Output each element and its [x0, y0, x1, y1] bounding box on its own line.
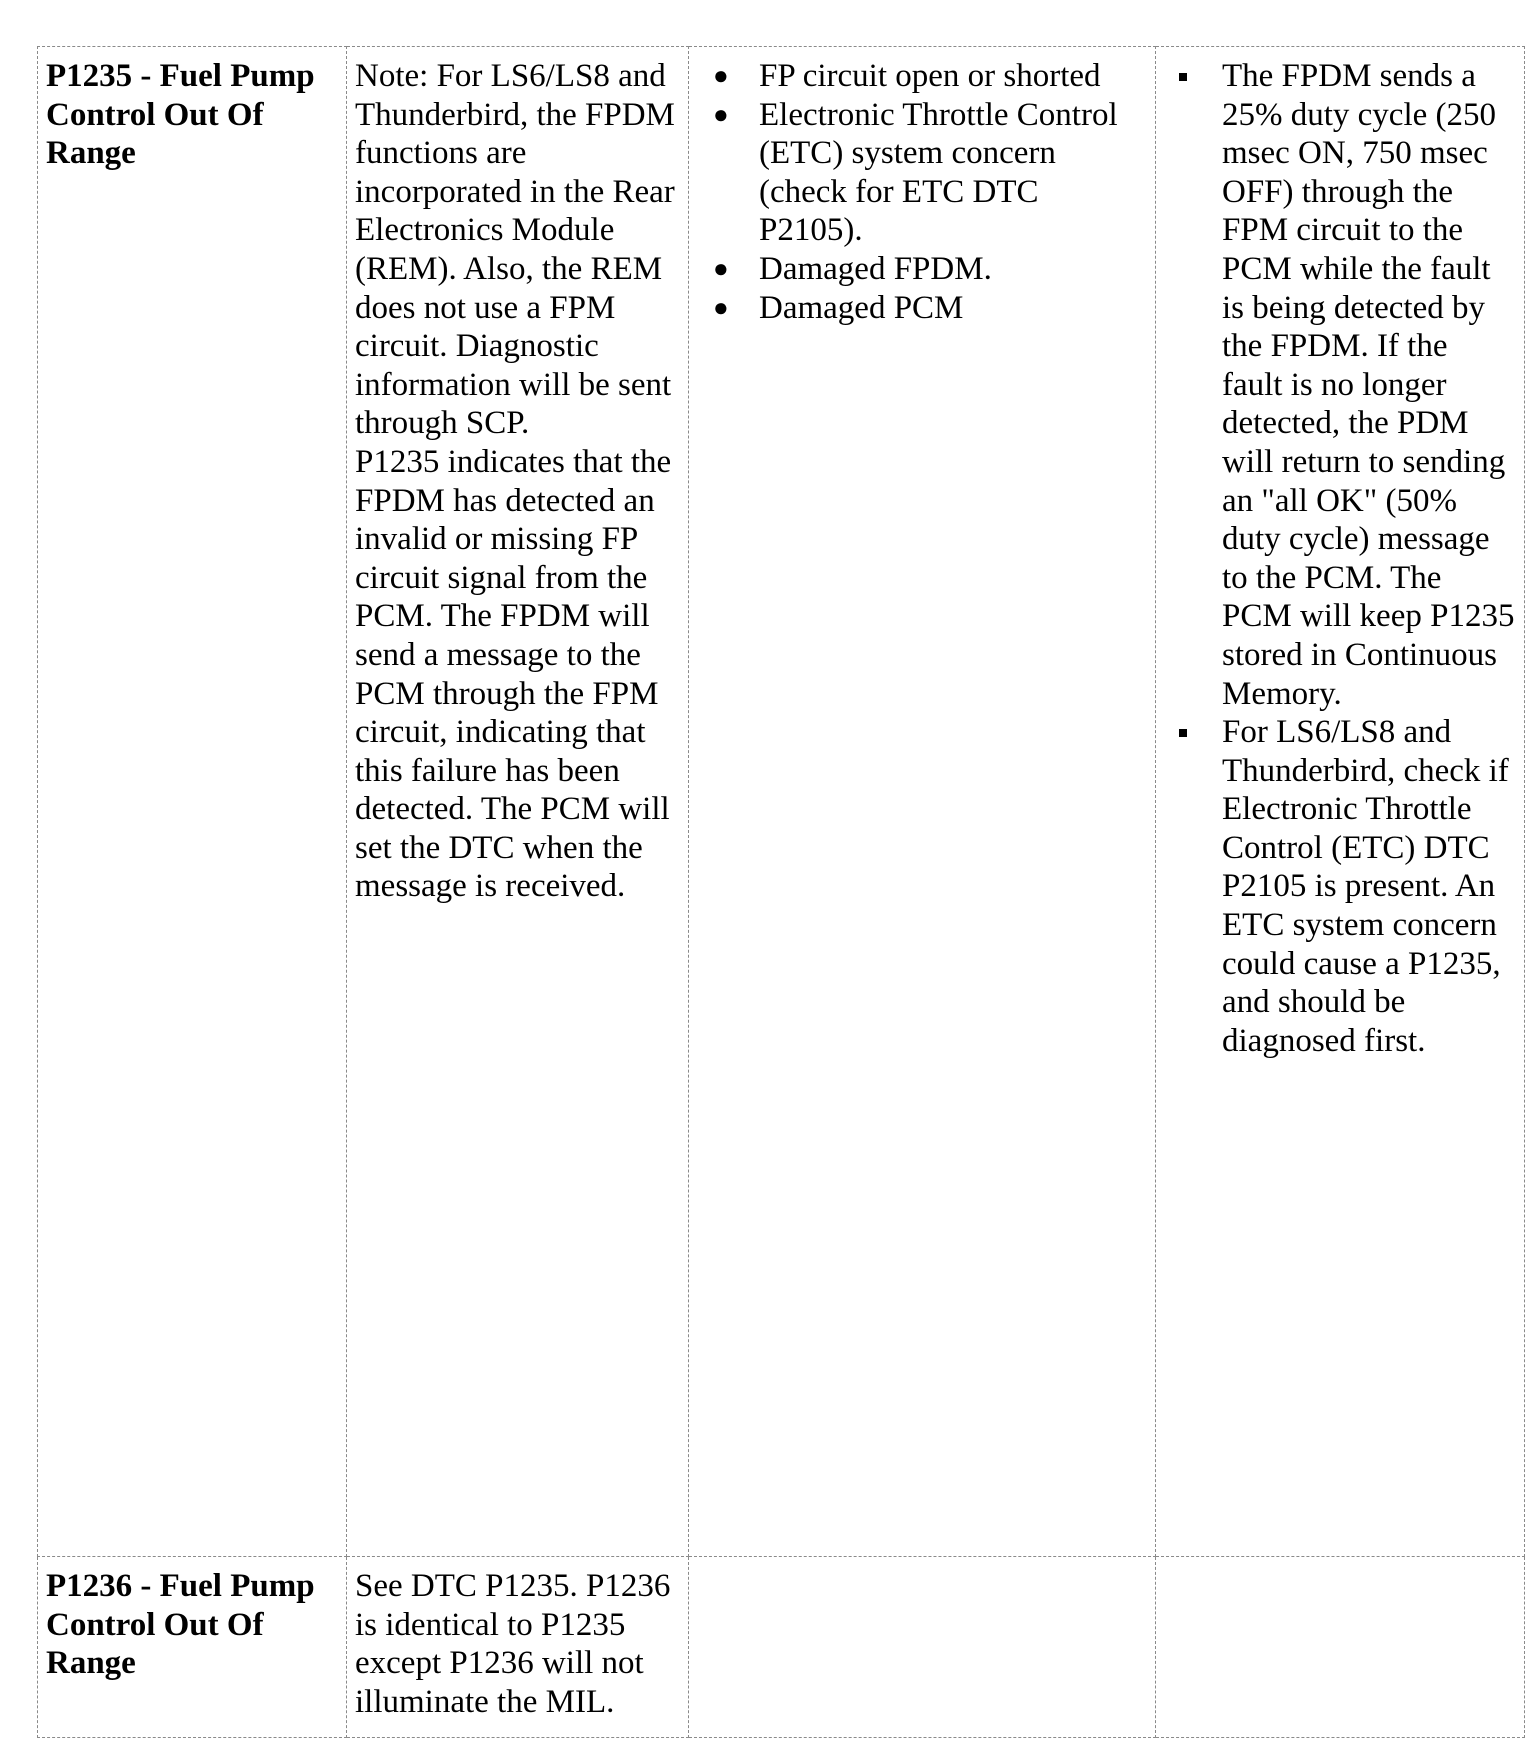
table-row: [38, 1557, 1525, 1738]
bullet-dot-icon: ●: [713, 61, 729, 90]
bullet-square-icon: [1179, 73, 1187, 81]
diagnostic-aids-cell: [1156, 1557, 1525, 1738]
list-item: [1164, 57, 1516, 713]
action-text: The FPDM sends a 25% duty cycle (250 msec ON, 750 msec OFF) through the FPM circuit to the PCM while the fault is being detected by the FPDM. If the fault is no longer detected, the PDM will return to sending an "all OK" (50% duty cycle) message to the PCM. The PCM will keep P1235 stored in Continuous Memory.: [1222, 58, 1515, 712]
bullet-dot-icon: ●: [713, 253, 729, 283]
possible-causes-list: [697, 57, 1147, 327]
list-item: [697, 289, 1147, 328]
list-item: [697, 57, 1147, 96]
dtc-code-cell: [38, 47, 347, 1557]
diagnostic-aids-cell: [1156, 47, 1525, 1557]
list-item: [697, 250, 1147, 289]
bullet-dot-icon: ●: [713, 292, 729, 322]
bullet-dot-icon: ●: [713, 99, 729, 129]
bullet-square-icon: [1179, 729, 1187, 737]
description-paragraph: See DTC P1235. P1236 is identical to P1235 except P1236 will not illuminate the MIL.: [355, 1568, 671, 1720]
dtc-table: [37, 46, 1525, 1738]
diagnostic-aids-list: [1164, 57, 1516, 1060]
cause-text: Damaged FPDM.: [759, 250, 992, 287]
list-item: [1164, 713, 1516, 1060]
table-row: [38, 47, 1525, 1557]
cause-text: Damaged PCM: [759, 289, 964, 326]
possible-causes-cell: [689, 1557, 1156, 1738]
dtc-code-title: P1236 - Fuel Pump Control Out Of Range: [46, 1568, 315, 1682]
action-text: For LS6/LS8 and Thunderbird, check if Electronic Throttle Control (ETC) DTC P2105 is present. An ETC system concern could cause a P1235, and should be diagnosed first.: [1222, 714, 1509, 1059]
list-item: [697, 96, 1147, 250]
possible-causes-cell: [689, 47, 1156, 1557]
cause-text: FP circuit open or shorted: [759, 58, 1101, 94]
description-cell: [347, 47, 689, 1557]
cause-text: Electronic Throttle Control (ETC) system concern (check for ETC DTC P2105).: [759, 96, 1118, 249]
description-cell: [347, 1557, 689, 1738]
dtc-code-title: P1235 - Fuel Pump Control Out Of Range: [46, 58, 315, 172]
dtc-code-cell: [38, 1557, 347, 1738]
description-paragraph: P1235 indicates that the FPDM has detected an invalid or missing FP circuit signal from the PCM. The FPDM will send a message to the PCM through the FPM circuit, indicating that this failure has been detected. The PCM will set the DTC when the message is received.: [355, 443, 672, 905]
description-note: Note: For LS6/LS8 and Thunderbird, the FPDM functions are incorporated in the Rear Electronics Module (REM). Also, the REM does not use a FPM circuit. Diagnostic information will be sent through SCP.: [355, 58, 675, 442]
